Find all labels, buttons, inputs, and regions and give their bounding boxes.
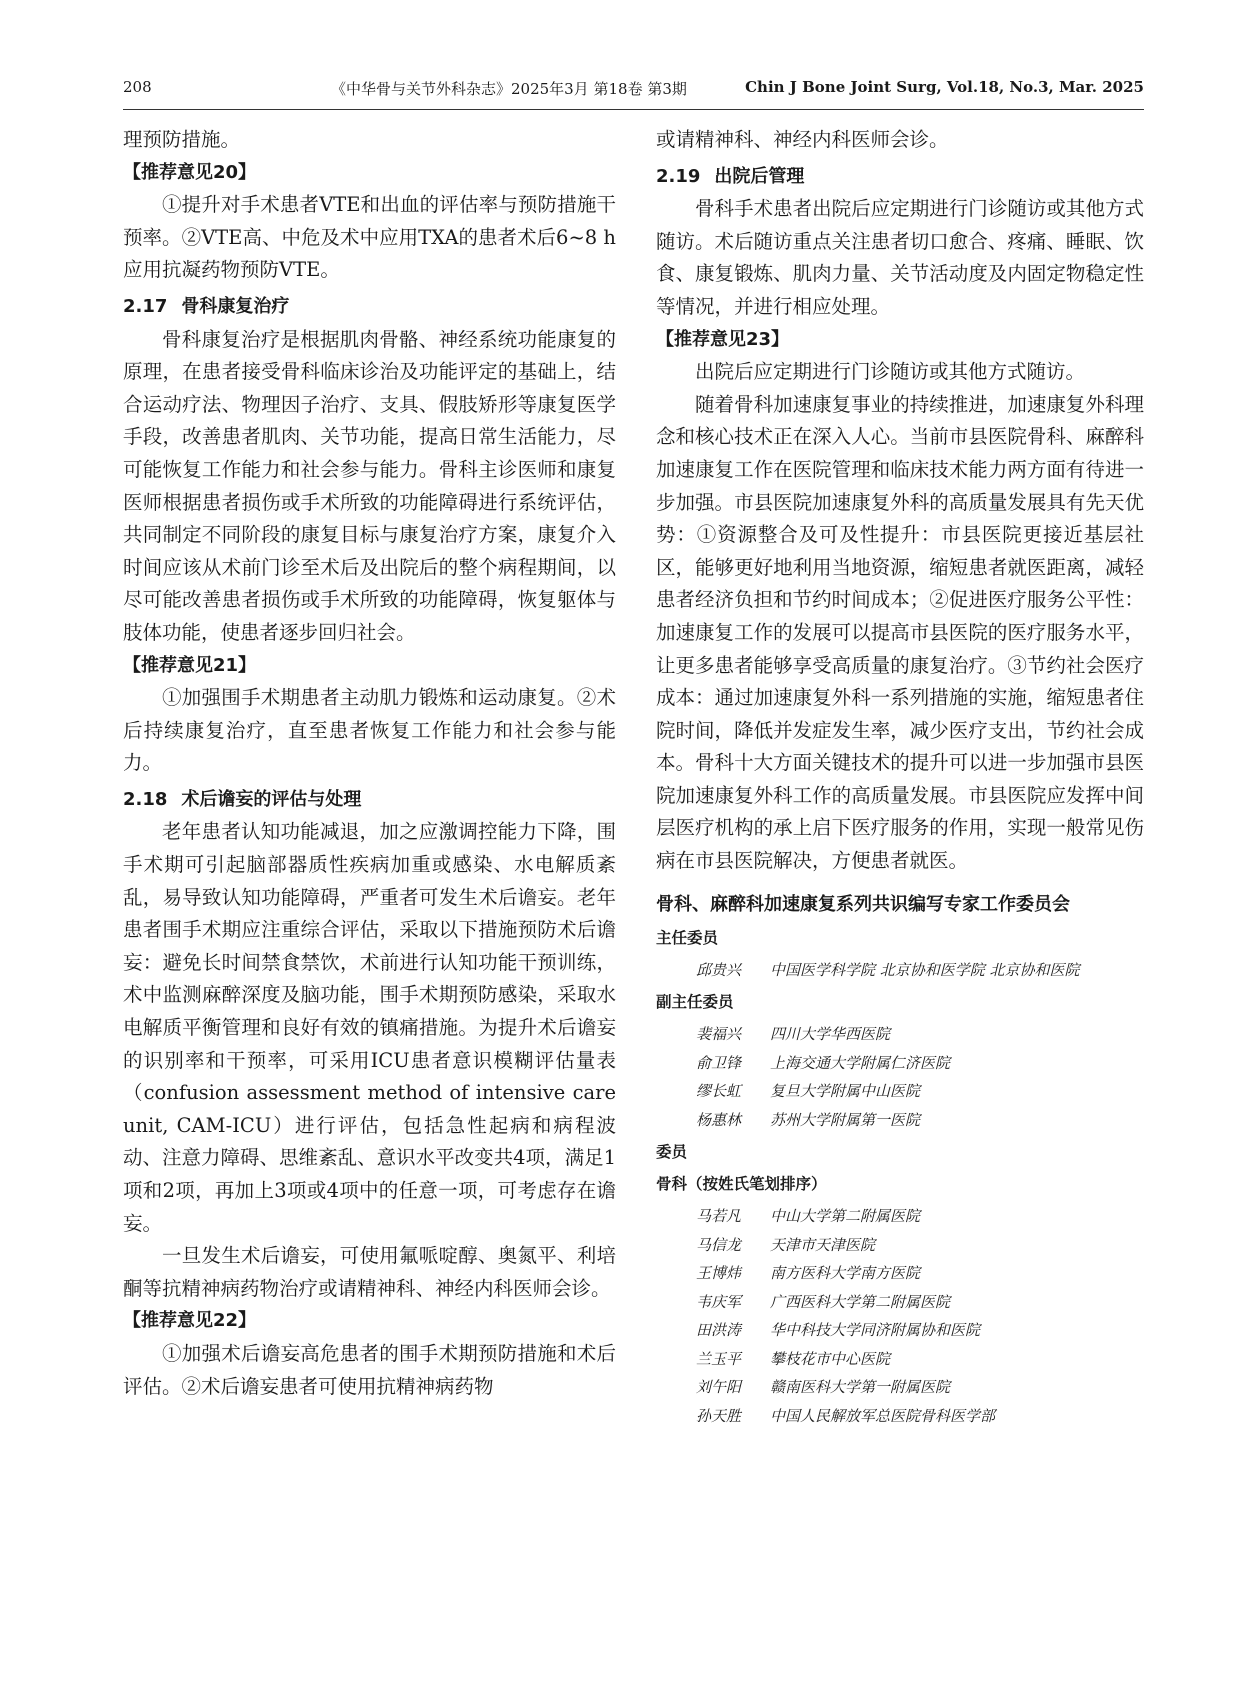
paragraph-continuation: 理预防措施。 <box>123 128 241 151</box>
member-institution: 赣南医科大学第一附属医院 <box>770 1378 951 1397</box>
committee-member <box>656 1077 1144 1106</box>
recommendation-23-text: 出院后应定期进行门诊随访或其他方式随访。 <box>695 360 1086 384</box>
member-institution: 天津市天津医院 <box>770 1235 876 1254</box>
member-name: 马信龙 <box>696 1235 742 1254</box>
section-number: 2.19 <box>656 165 701 187</box>
section-number: 2.17 <box>123 295 168 317</box>
member-name: 韦庆军 <box>696 1292 742 1311</box>
recommendation-22-text: ①加强术后谵妄高危患者的围手术期预防措施和术后评估。②术后谵妄患者可使用抗精神病药物 <box>123 1341 616 1398</box>
recommendation-20-title: 【推荐意见20】 <box>123 161 257 183</box>
section-2-17-heading <box>123 291 616 324</box>
recommendation-22-title: 【推荐意见22】 <box>123 1310 257 1332</box>
closing-paragraph: 随着骨科加速康复事业的持续推进，加速康复外科理念和核心技术正在深入人心。当前市县医院骨科、麻醉科加速康复工作在医院管理和临床技术能力两方面有待进一步加强。市县医院加速康复外科的高质量发展具有先天优势：①资源整合及可及性提升：市县医院更接近基层社区，能够更好地利用当地资源，缩短患者就医距离，减轻患者经济负担和节约时间成本；②促进医疗服务公平性：加速康复工作的发展可以提高市县医院的医疗服务水平，让更多患者能够享受高质量的康复治疗。③节约社会医疗成本：通过加速康复外科一系列措施的实施，缩短患者住院时间，降低并发症发生率，减少医疗支出，节约社会成本。骨科十大方面关键技术的提升可以进一步加强市县医院加速康复外科工作的高质量发展。市县医院应发挥中间层医疗机构的承上启下医疗服务的作用，实现一般常见伤病在市县医院解决，方便患者就医。 <box>656 392 1144 873</box>
member-name: 王博炜 <box>696 1264 742 1283</box>
member-name: 刘午阳 <box>696 1378 742 1397</box>
committee-member <box>656 1202 1144 1231</box>
section-2-18-text-2: 一旦发生术后谵妄，可使用氟哌啶醇、奥氮平、利培酮等抗精神病药物治疗或请精神科、神经内科医师会诊。 <box>123 1244 616 1300</box>
member-institution: 苏州大学附属第一医院 <box>770 1110 921 1129</box>
committee-member <box>656 1231 1144 1260</box>
member-institution: 复旦大学附属中山医院 <box>770 1082 921 1101</box>
section-2-19-text: 骨科手术患者出院后应定期进行门诊随访或其他方式随访。术后随访重点关注患者切口愈合、疼痛、睡眠、饮食、康复锻炼、肌肉力量、关节活动度及内固定物稳定性等情况，并进行相应处理。 <box>656 197 1144 318</box>
committee-member <box>656 1373 1144 1402</box>
section-title: 术后谵妄的评估与处理 <box>181 788 362 810</box>
recommendation-21-text: ①加强围手术期患者主动肌力锻炼和运动康复。②术后持续康复治疗，直至患者恢复工作能力和社会参与能力。 <box>123 686 616 775</box>
member-institution: 攀枝花市中心医院 <box>770 1349 891 1368</box>
chair-list <box>656 956 1144 985</box>
committee-member <box>656 1106 1144 1135</box>
members-label: 委员 <box>656 1143 688 1162</box>
member-institution: 上海交通大学附属仁济医院 <box>770 1053 951 1072</box>
member-institution: 广西医科大学第二附属医院 <box>770 1292 951 1311</box>
vice-chair-list <box>656 1020 1144 1134</box>
section-number: 2.18 <box>123 788 168 810</box>
section-title: 出院后管理 <box>714 165 805 187</box>
member-institution: 中国人民解放军总医院骨科医学部 <box>770 1406 996 1425</box>
left-column <box>123 124 616 1403</box>
member-name: 裴福兴 <box>696 1025 742 1044</box>
header-rule <box>123 109 1144 110</box>
member-institution: 中国医学科学院 北京协和医学院 北京协和医院 <box>770 960 1080 979</box>
member-name: 马若凡 <box>696 1207 742 1226</box>
committee-member <box>656 1402 1144 1431</box>
member-name: 缪长虹 <box>696 1082 742 1101</box>
committee-member <box>656 1049 1144 1078</box>
committee-member <box>656 1288 1144 1317</box>
committee-member <box>656 1345 1144 1374</box>
member-name: 俞卫锋 <box>696 1053 742 1072</box>
member-name: 邱贵兴 <box>696 960 742 979</box>
right-column <box>656 124 1144 1430</box>
committee-member <box>656 1020 1144 1049</box>
member-institution: 南方医科大学南方医院 <box>770 1264 921 1283</box>
committee-title: 骨科、麻醉科加速康复系列共识编写专家工作委员会 <box>656 893 1070 915</box>
section-2-18-heading <box>123 784 616 817</box>
recommendation-20-text: ①提升对手术患者VTE和出血的评估率与预防措施干预率。②VTE高、中危及术中应用TXA的患者术后6~8 h应用抗凝药物预防VTE。 <box>123 193 616 282</box>
journal-citation-en: Chin J Bone Joint Surg, Vol.18, No.3, Mar. 2025 <box>745 78 1144 96</box>
orthopedics-member-list <box>656 1202 1144 1430</box>
section-2-17-text: 骨科康复治疗是根据肌肉骨骼、神经系统功能康复的原理，在患者接受骨科临床诊治及功能评定的基础上，结合运动疗法、物理因子治疗、支具、假肢矫形等康复医学手段，改善患者肌肉、关节功能，提高日常生活能力，尽可能恢复工作能力和社会参与能力。骨科主诊医师和康复医师根据患者损伤或手术所致的功能障碍进行系统评估，共同制定不同阶段的康复目标与康复治疗方案，康复介入时间应该从术前门诊至术后及出院后的整个病程期间，以尽可能改善患者损伤或手术所致的功能障碍，恢复躯体与肢体功能，使患者逐步回归社会。 <box>123 327 616 644</box>
orthopedics-label: 骨科（按姓氏笔划排序） <box>656 1175 827 1194</box>
page-number: 208 <box>123 78 152 96</box>
member-institution: 华中科技大学同济附属协和医院 <box>770 1321 981 1340</box>
member-name: 田洪涛 <box>696 1321 742 1340</box>
recommendation-21-title: 【推荐意见21】 <box>123 654 257 676</box>
vice-chair-label: 副主任委员 <box>656 993 734 1012</box>
running-header <box>123 78 1144 104</box>
committee-member <box>656 1316 1144 1345</box>
committee-member <box>656 956 1144 985</box>
section-title: 骨科康复治疗 <box>181 295 290 317</box>
recommendation-23-title: 【推荐意见23】 <box>656 328 790 350</box>
member-institution: 四川大学华西医院 <box>770 1025 891 1044</box>
member-name: 兰玉平 <box>696 1349 742 1368</box>
committee-member <box>656 1259 1144 1288</box>
section-2-19-heading <box>656 161 1144 194</box>
member-name: 杨惠林 <box>696 1110 742 1129</box>
paragraph-continuation: 或请精神科、神经内科医师会诊。 <box>656 128 949 151</box>
member-institution: 中山大学第二附属医院 <box>770 1207 921 1226</box>
member-name: 孙天胜 <box>696 1406 742 1425</box>
journal-citation-cn: 《中华骨与关节外科杂志》2025年3月 第18卷 第3期 <box>331 80 687 98</box>
section-2-18-text-1: 老年患者认知功能减退，加之应激调控能力下降，围手术期可引起脑部器质性疾病加重或感染、水电解质紊乱，易导致认知功能障碍，严重者可发生术后谵妄。老年患者围手术期应注重综合评估，采取以下措施预防术后谵妄：避免长时间禁食禁饮，术前进行认知功能干预训练，术中监测麻醉深度及脑功能，围手术期预防感染，采取水电解质平衡管理和良好有效的镇痛措施。为提升术后谵妄的识别率和干预率，可采用ICU患者意识模糊评估量表（confusion assessment method of intensive care unit, CAM-ICU）进行评估，包括急性起病和病程波动、注意力障碍、思维紊乱、意识水平改变共4项，满足1项和2项，再加上3项或4项中的任意一项，可考虑存在谵妄。 <box>123 820 616 1235</box>
chair-label: 主任委员 <box>656 928 719 947</box>
